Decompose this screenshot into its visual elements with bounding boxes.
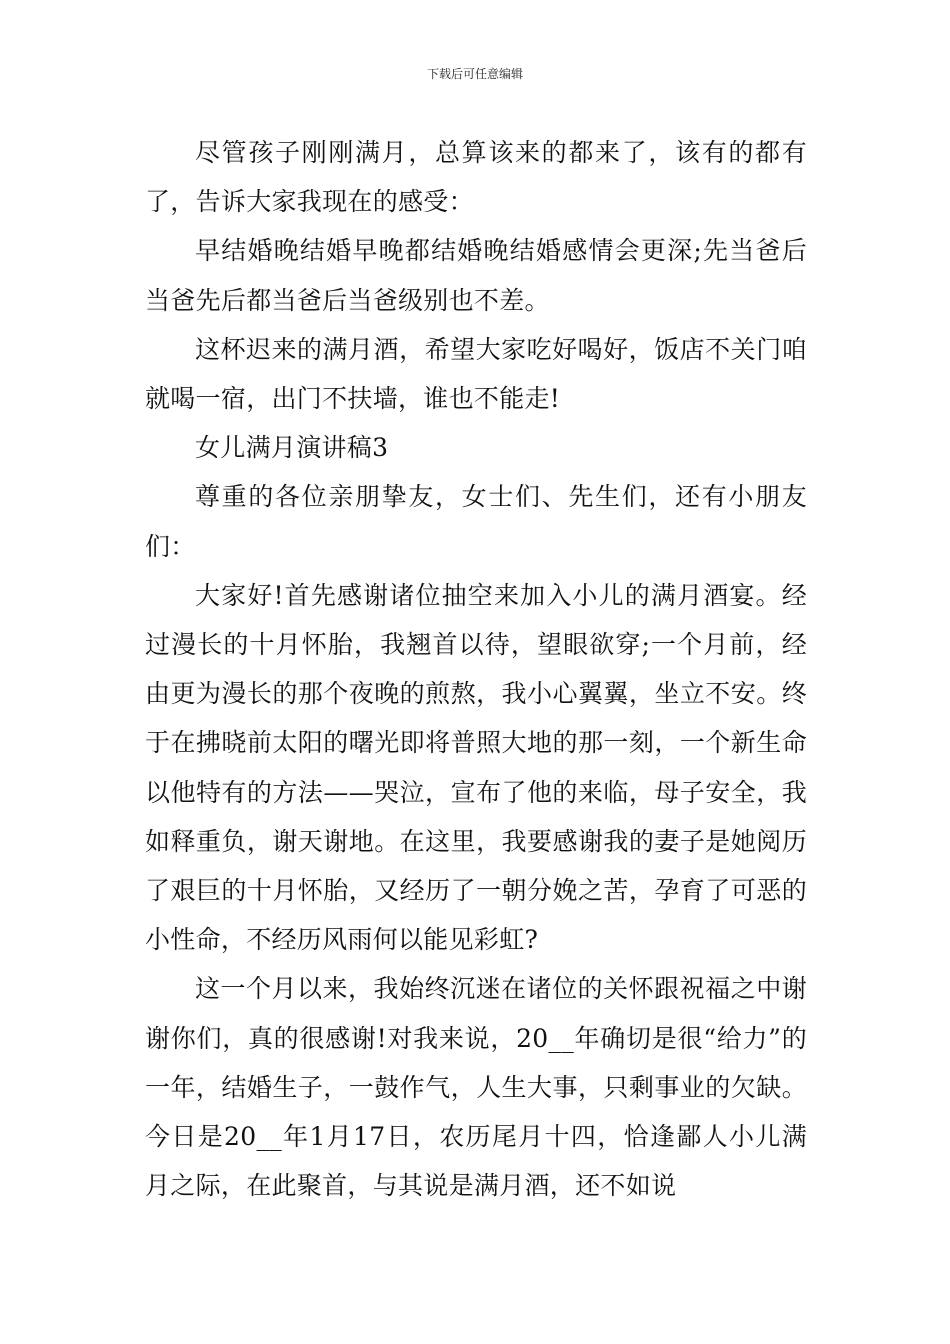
paragraph: 这一个月以来，我始终沉迷在诸位的关怀跟祝福之中谢谢你们，真的很感谢!对我来说，20__年确切是很“给力”的一年，结婚生子，一鼓作气，人生大事，只剩事业的欠缺。今日是20__年1月17日，农历尾月十四，恰逢鄙人小儿满月之际，在此聚首，与其说是满月酒，还不如说 [145, 974, 807, 1201]
paragraph: 早结婚晚结婚早晚都结婚晚结婚感情会更深;先当爸后当爸先后都当爸后当爸级别也不差。 [145, 236, 807, 315]
paragraph: 这杯迟来的满月酒，希望大家吃好喝好，饭店不关门咱就喝一宿，出门不扶墙，谁也不能走! [145, 334, 807, 414]
paragraph: 尽管孩子刚刚满月，总算该来的都来了，该有的都有了，告诉大家我现在的感受： [145, 138, 807, 217]
paragraph: 尊重的各位亲朋挚友，女士们、先生们，还有小朋友们： [145, 482, 807, 561]
paragraph: 大家好!首先感谢诸位抽空来加入小儿的满月酒宴。经过漫长的十月怀胎，我翘首以待，望眼欲穿;一个月前，经由更为漫长的那个夜晚的煎熬，我小心翼翼，坐立不安。终于在拂晓前太阳的曙光即将普照大地的那一刻，一个新生命以他特有的方法——哭泣，宣布了他的来临，母子安全，我如释重负，谢天谢地。在这里，我要感谢我的妻子是她阅历了艰巨的十月怀胎，又经历了一朝分娩之苦，孕育了可恶的小性命，不经历风雨何以能见彩虹? [145, 580, 807, 955]
section-heading: 女儿满月演讲稿3 [195, 433, 389, 463]
page-header: 下载后可任意编辑 [426, 67, 523, 81]
document-body [145, 128, 807, 1210]
